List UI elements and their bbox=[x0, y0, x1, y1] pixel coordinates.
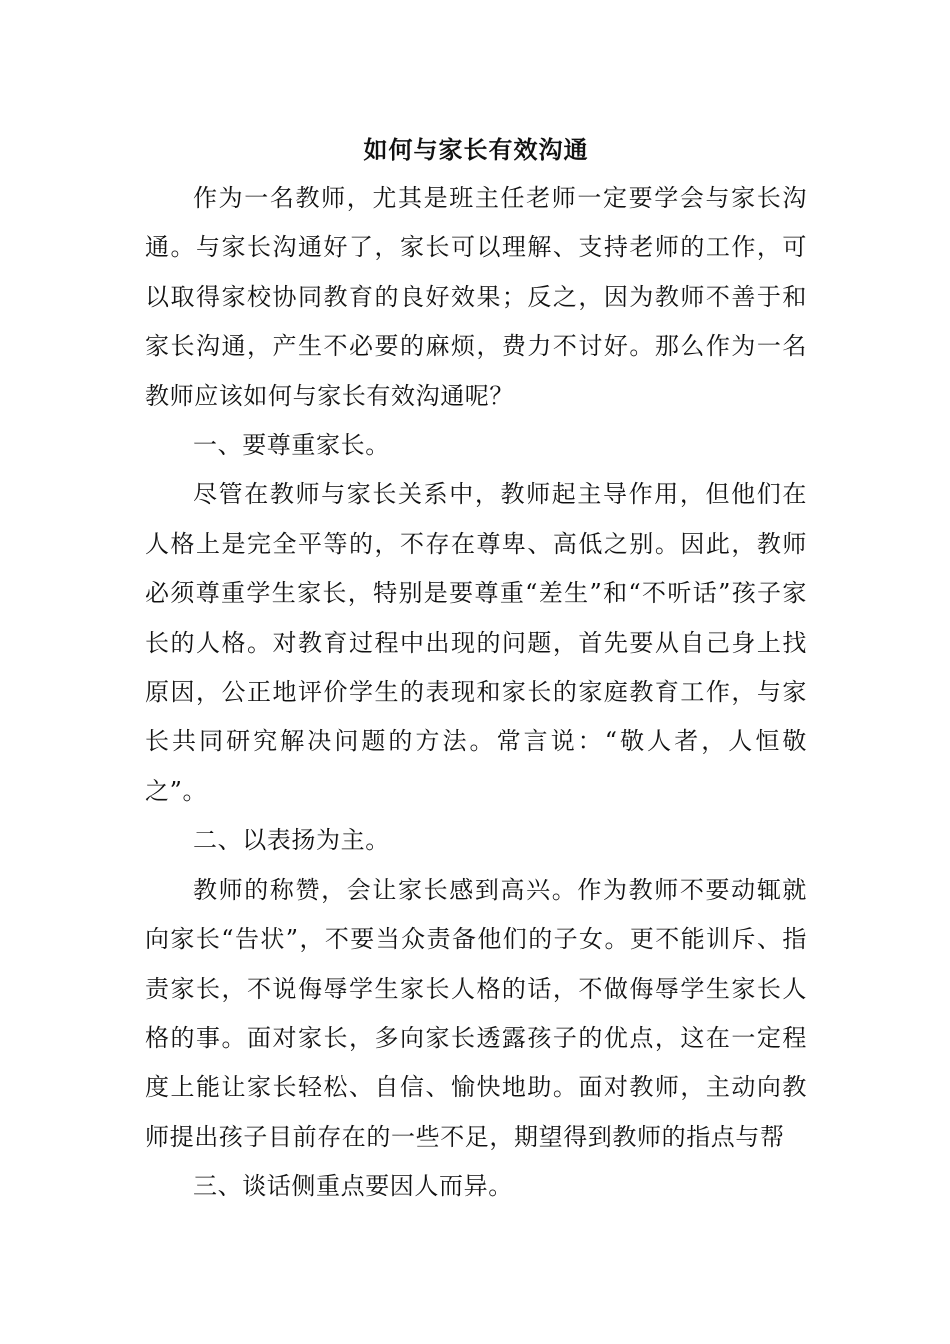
section-heading-praise: 二、以表扬为主。 bbox=[193, 826, 390, 855]
document-body bbox=[145, 126, 807, 1212]
document-title: 如何与家长有效沟通 bbox=[363, 135, 589, 164]
section-heading-conversation-focus: 三、谈话侧重点要因人而异。 bbox=[193, 1172, 513, 1201]
intro-paragraph: 作为一名教师，尤其是班主任老师一定要学会与家长沟通。与家长沟通好了，家长可以理解、支持老师的工作，可以取得家校协同教育的良好效果；反之，因为教师不善于和家长沟通，产生不必要的麻烦，费力不讨好。那么作为一名教师应该如何与家长有效沟通呢？ bbox=[145, 184, 807, 410]
section-body-respect: 尽管在教师与家长关系中，教师起主导作用，但他们在人格上是完全平等的，不存在尊卑、高低之别。因此，教师必须尊重学生家长，特别是要尊重“差生”和“不听话”孩子家长的人格。对教育过程中出现的问题，首先要从自己身上找原因，公正地评价学生的表现和家长的家庭教育工作，与家长共同研究解决问题的方法。常言说：“敬人者，人恒敬之”。 bbox=[145, 480, 807, 805]
section-body-praise: 教师的称赞，会让家长感到高兴。作为教师不要动辄就向家长“告状”，不要当众责备他们的子女。更不能训斥、指责家长，不说侮辱学生家长人格的话，不做侮辱学生家长人格的事。面对家长，多向家长透露孩子的优点，这在一定程度上能让家长轻松、自信、愉快地助。面对教师，主动向教师提出孩子目前存在的一些不足，期望得到教师的指点与帮 bbox=[145, 875, 807, 1151]
section-heading-respect: 一、要尊重家长。 bbox=[193, 431, 390, 460]
